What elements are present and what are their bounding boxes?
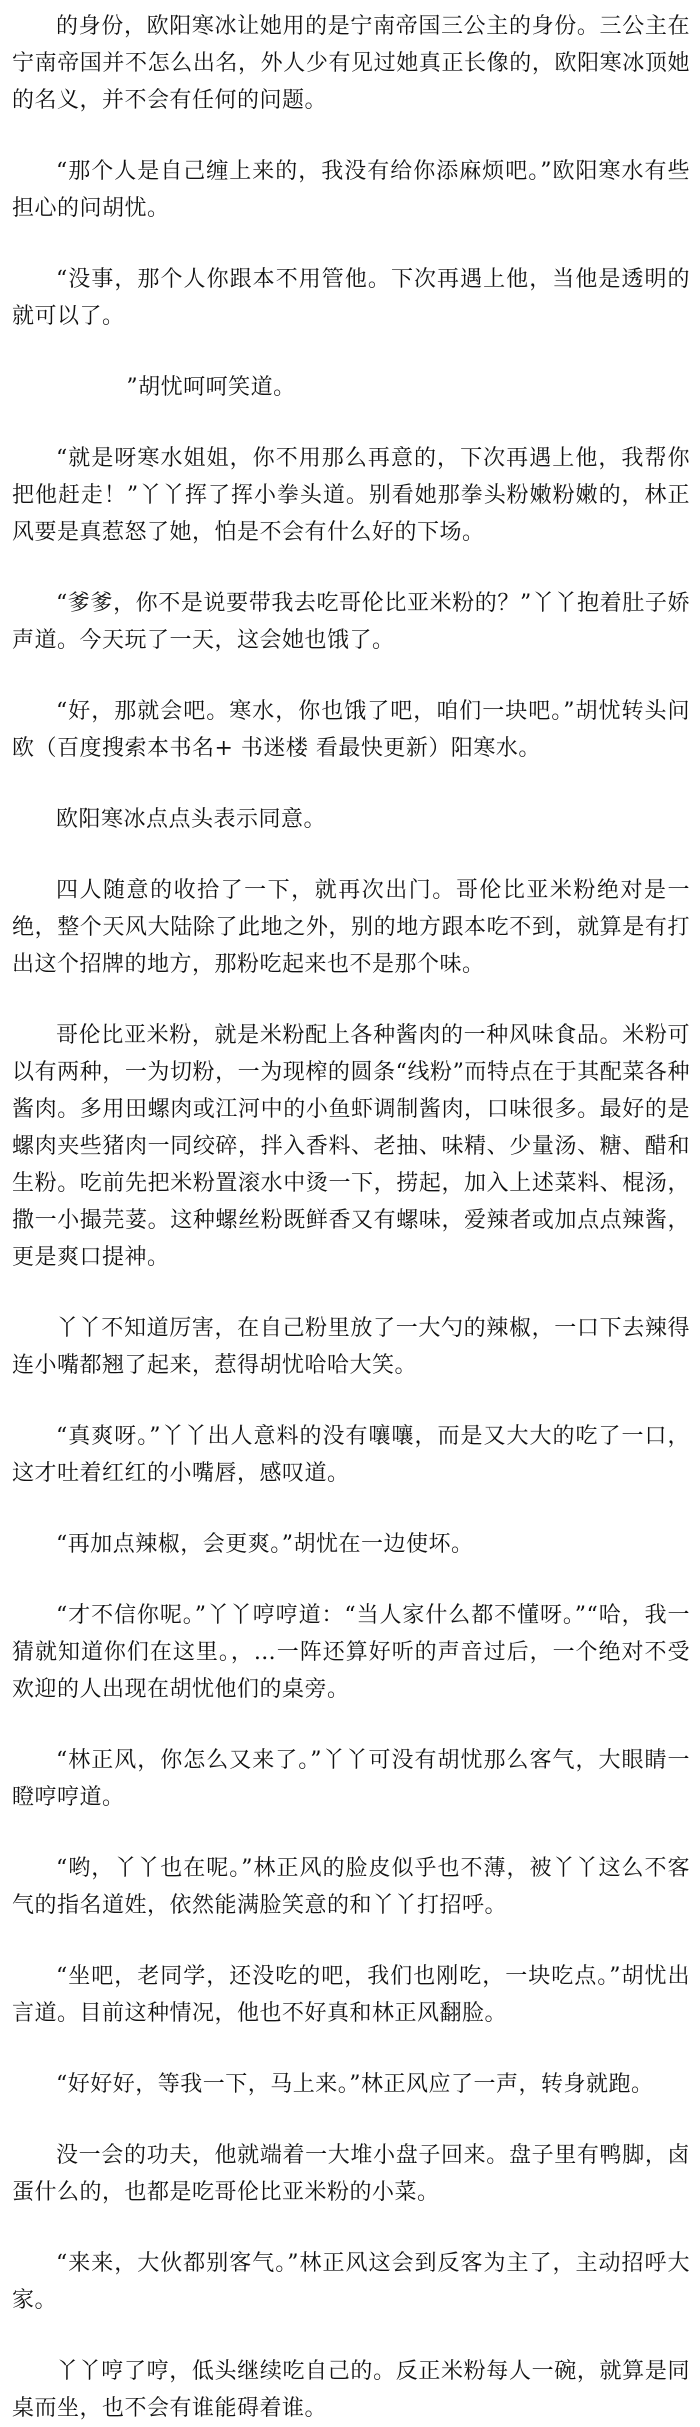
paragraph: 哥伦比亚米粉，就是米粉配上各种酱肉的一种风味食品。米粉可以有两种，一为切粉，一为现榨的圆条“线粉”而特点在于其配菜各种酱肉。多用田螺肉或江河中的小鱼虾调制酱肉，口味很多。最好的是螺肉夹些猪肉一同绞碎，拌入香料、老抽、味精、少量汤、糖、醋和生粉。吃前先把米粉置滚水中烫一下，捞起，加入上述菜料、棍汤，撒一小撮芫荽。这种螺丝粉既鲜香又有螺味，爱辣者或加点点辣酱，更是爽口提神。 [12,1023,690,1270]
paragraph: 没一会的功夫，他就端着一大堆小盘子回来。盘子里有鸭脚，卤蛋什么的，也都是吃哥伦比亚米粉的小菜。 [12,2143,690,2205]
paragraph: “就是呀寒水姐姐，你不用那么再意的，下次再遇上他，我帮你把他赶走！”丫丫挥了挥小拳头道。别看她那拳头粉嫩粉嫩的，林正风要是真惹怒了她，怕是不会有什么好的下场。 [12,446,690,545]
paragraph: “来来，大伙都别客气。”林正风这会到反客为主了，主动招呼大家。 [12,2251,690,2313]
paragraph: 四人随意的收拾了一下，就再次出门。哥伦比亚米粉绝对是一绝，整个天风大陆除了此地之外，别的地方跟本吃不到，就算是有打出这个招牌的地方，那粉吃起来也不是那个味。 [12,878,690,977]
paragraph: “爹爹，你不是说要带我去吃哥伦比亚米粉的？”丫丫抱着肚子娇声道。今天玩了一天，这会她也饿了。 [12,591,690,653]
paragraph: “好好好，等我一下，马上来。”林正风应了一声，转身就跑。 [56,2072,654,2097]
paragraph: “坐吧，老同学，还没吃的吧，我们也刚吃，一块吃点。”胡忧出言道。目前这种情况，他也不好真和林正风翻脸。 [12,1964,690,2026]
paragraph: “哟，丫丫也在呢。”林正风的脸皮似乎也不薄，被丫丫这么不客气的指名道姓，依然能满脸笑意的和丫丫打招呼。 [12,1856,690,1918]
paragraph: “没事，那个人你跟本不用管他。下次再遇上他，当他是透明的就可以了。 [12,267,690,329]
paragraph: ”胡忧呵呵笑道。 [126,375,296,400]
paragraph: 丫丫哼了哼，低头继续吃自己的。反正米粉每人一碗，就算是同桌而坐，也不会有谁能碍着谁。 [12,2359,690,2421]
paragraph: “真爽呀。”丫丫出人意料的没有嚷嚷，而是又大大的吃了一口，这才吐着红红的小嘴唇，感叹道。 [12,1424,690,1486]
paragraph: “那个人是自己缠上来的，我没有给你添麻烦吧。”欧阳寒水有些担心的问胡忧。 [12,159,690,221]
paragraph: 丫丫不知道厉害，在自己粉里放了一大勺的辣椒，一口下去辣得连小嘴都翘了起来，惹得胡忧哈哈大笑。 [12,1316,690,1378]
paragraph: “林正风，你怎么又来了。”丫丫可没有胡忧那么客气，大眼睛一瞪哼哼道。 [12,1748,690,1810]
paragraph: 的身份，欧阳寒冰让她用的是宁南帝国三公主的身份。三公主在宁南帝国并不怎么出名，外人少有见过她真正长像的，欧阳寒冰顶她的名义，并不会有任何的问题。 [12,14,690,113]
paragraph: 欧阳寒冰点点头表示同意。 [56,807,327,832]
paragraph: “才不信你呢。”丫丫哼哼道：“当人家什么都不懂呀。”“哈，我一猜就知道你们在这里。，…一阵还算好听的声音过后，一个绝对不受欢迎的人出现在胡忧他们的桌旁。 [12,1603,690,1702]
paragraph: “好，那就会吧。寒水，你也饿了吧，咱们一块吧。”胡忧转头问欧（百度搜索本书名+ 书迷楼 看最快更新）阳寒水。 [12,699,690,761]
paragraph: “再加点辣椒，会更爽。”胡忧在一边使坏。 [56,1532,474,1557]
